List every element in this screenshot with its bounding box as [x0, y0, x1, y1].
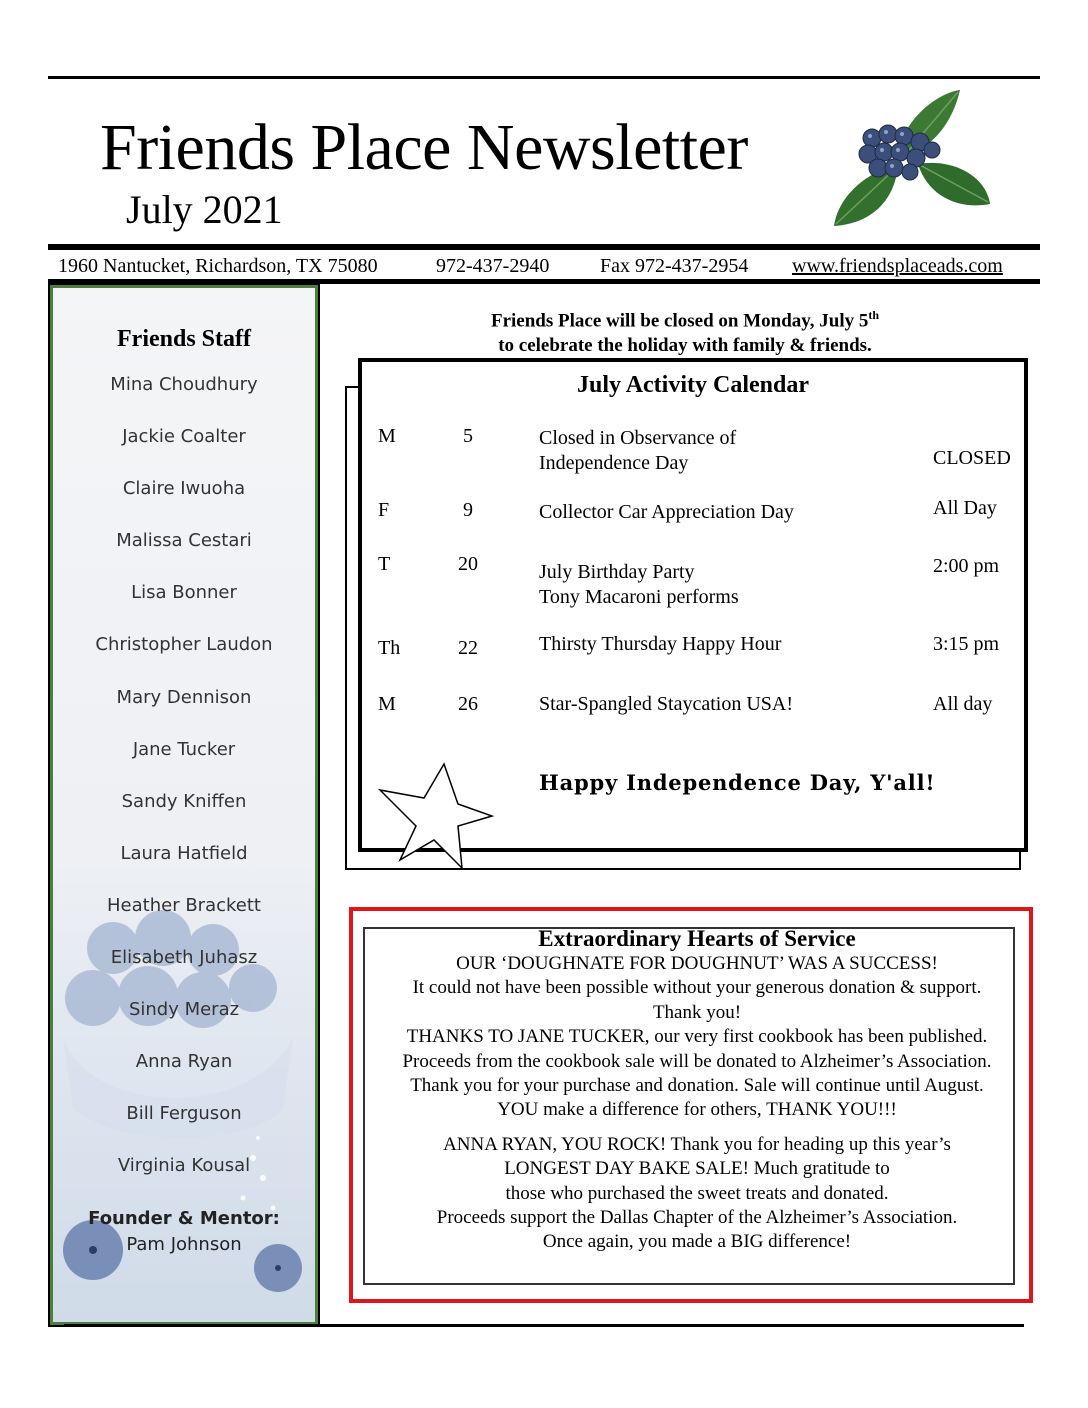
contact-top-rule	[48, 244, 1040, 250]
calendar-time: All day	[933, 693, 993, 715]
website-link[interactable]: www.friendsplaceads.com	[792, 255, 1003, 277]
bottom-rule	[64, 1324, 1024, 1327]
calendar-title: July Activity Calendar	[577, 372, 809, 398]
staff-list	[53, 374, 315, 1208]
hearts-line: OUR ‘DOUGHNATE FOR DOUGHNUT’ WAS A SUCCESS!	[456, 953, 938, 974]
staff-item: Virginia Kousal	[117, 1155, 251, 1177]
hearts-line: those who purchased the sweet treats and donated.	[505, 1182, 889, 1204]
staff-item: Heather Brackett	[107, 894, 261, 916]
paragraph-gap	[352, 1123, 1042, 1133]
top-rule	[48, 76, 1040, 79]
staff-item: Lisa Bonner	[131, 582, 237, 604]
calendar-time: 2:00 pm	[933, 555, 1000, 577]
staff-item: Jackie Coalter	[122, 426, 246, 448]
hearts-line: LONGEST DAY BAKE SALE! Much gratitude to	[504, 1158, 890, 1180]
staff-item: Sindy Meraz	[128, 999, 240, 1021]
calendar-day: T	[378, 553, 391, 575]
holiday-greeting: Happy Independence Day, Y'all!	[539, 770, 936, 795]
blueberry-leaves-icon	[828, 86, 994, 228]
calendar-day: Th	[378, 637, 401, 659]
staff-item: Bill Ferguson	[126, 1103, 242, 1125]
hearts-line: Proceeds support the Dallas Chapter of the Alzheimer’s Association.	[436, 1207, 958, 1229]
staff-title: Friends Staff	[117, 326, 251, 352]
staff-item: Elisabeth Juhasz	[110, 947, 258, 969]
calendar-date: 5	[463, 425, 473, 447]
website-container	[792, 254, 1003, 278]
founder-name: Pam Johnson	[126, 1234, 242, 1255]
calendar-time: 3:15 pm	[933, 633, 1000, 655]
newsletter-title: Friends Place Newsletter	[100, 111, 748, 184]
calendar-event: Collector Car Appreciation Day	[539, 501, 794, 523]
staff-item: Mary Dennison	[116, 686, 252, 708]
calendar-date: 20	[458, 553, 478, 575]
star-outline-icon	[378, 760, 498, 872]
hearts-line: YOU make a difference for others, THANK YOU!!!	[497, 1099, 897, 1121]
staff-item: Jane Tucker	[132, 738, 236, 760]
calendar-date: 22	[458, 637, 478, 659]
staff-item: Anna Ryan	[135, 1051, 233, 1073]
founder	[53, 1206, 315, 1258]
calendar-event	[539, 426, 919, 476]
calendar-day: M	[378, 693, 396, 715]
hearts-line: Thank you!	[652, 1001, 742, 1023]
event-line1: Closed in Observance of	[539, 427, 737, 449]
calendar-event	[539, 560, 919, 610]
closed-notice	[360, 303, 1010, 358]
hearts-of-service-content	[352, 926, 1042, 1255]
staff-item: Claire Iwuoha	[122, 478, 246, 500]
hearts-line: THANKS TO JANE TUCKER, our very first cookbook has been published.	[406, 1026, 988, 1048]
hearts-line: Thank you for your purchase and donation. Sale will continue until August.	[410, 1075, 984, 1097]
calendar-day: F	[378, 499, 390, 521]
event-line1: July Birthday Party	[539, 561, 695, 583]
staff-item: Malissa Cestari	[116, 530, 252, 552]
hearts-title: Extraordinary Hearts of Service	[538, 926, 856, 951]
staff-item: Mina Choudhury	[110, 374, 258, 395]
staff-item: Sandy Kniffen	[121, 790, 247, 812]
hearts-line: Proceeds from the cookbook sale will be donated to Alzheimer’s Association.	[402, 1050, 992, 1072]
calendar-event: Star-Spangled Staycation USA!	[539, 693, 794, 715]
calendar-date: 9	[463, 499, 473, 521]
staff-sidebar	[50, 285, 318, 1325]
calendar-day: M	[378, 425, 396, 447]
calendar-event: Thirsty Thursday Happy Hour	[539, 633, 782, 655]
staff-item: Christopher Laudon	[95, 634, 273, 656]
event-line2: Tony Macaroni performs	[539, 586, 739, 608]
closed-notice-line2: to celebrate the holiday with family & friends.	[498, 335, 872, 357]
closed-notice-sup: th	[868, 308, 880, 322]
staff-item: Laura Hatfield	[120, 842, 248, 864]
phone: 972-437-2940	[436, 255, 550, 277]
fax: Fax 972-437-2954	[600, 255, 749, 277]
calendar-date: 26	[458, 693, 478, 715]
calendar-time: CLOSED	[933, 447, 1011, 469]
event-line2: Independence Day	[539, 452, 689, 474]
closed-notice-line1: Friends Place will be closed on Monday, July 5	[490, 310, 869, 332]
address: 1960 Nantucket, Richardson, TX 75080	[58, 255, 378, 277]
hearts-line: Once again, you made a BIG difference!	[542, 1231, 852, 1253]
calendar-time: All Day	[933, 497, 997, 519]
hearts-line: ANNA RYAN, YOU ROCK! Thank you for heading up this year’s	[443, 1133, 951, 1155]
hearts-line: It could not have been possible without your generous donation & support.	[412, 977, 982, 999]
newsletter-date: July 2021	[126, 187, 283, 232]
contact-bottom-rule	[48, 279, 1040, 284]
founder-label: Founder & Mentor:	[88, 1208, 280, 1229]
